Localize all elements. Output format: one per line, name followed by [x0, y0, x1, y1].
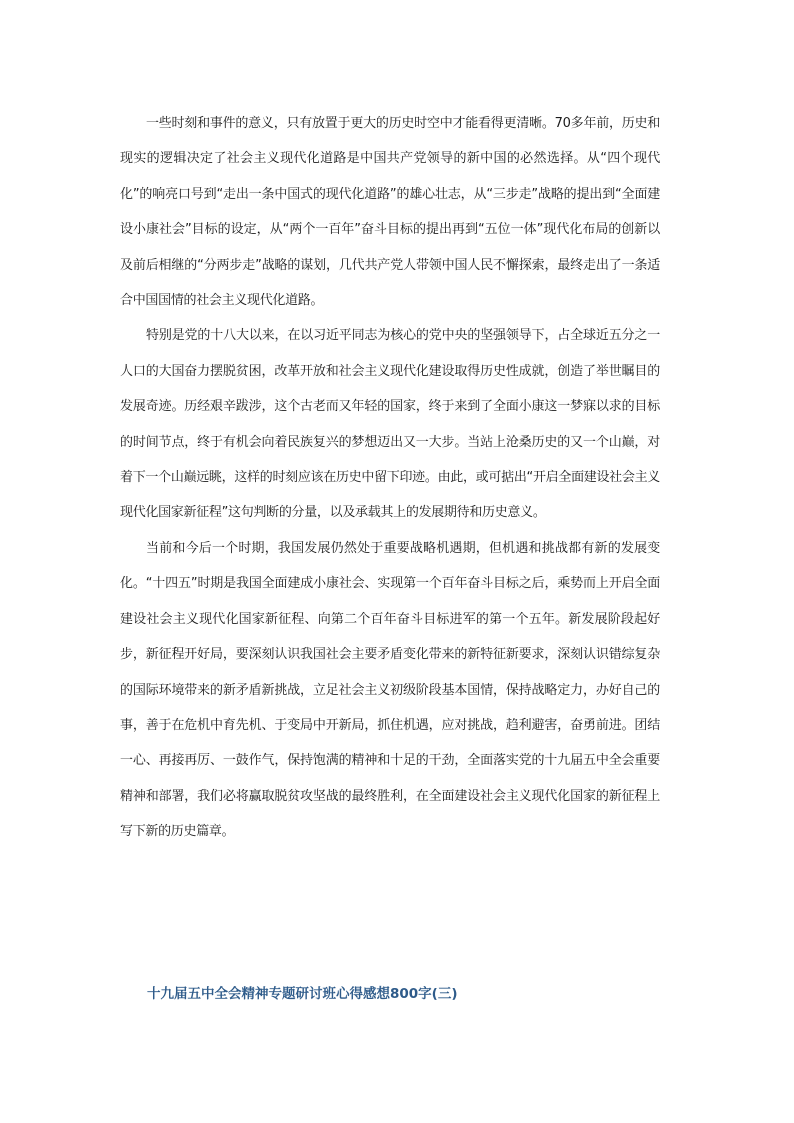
section-heading: 十九届五中全会精神专题研讨班心得感想800字(三): [147, 986, 458, 1002]
article-body: [120, 106, 660, 850]
paragraph-2: 特别是党的十八大以来，在以习近平同志为核心的党中央的坚强领导下，占全球近五分之一人口的大国奋力摆脱贫困，改革开放和社会主义现代化建设取得历史性成就，创造了举世瞩目的发展奇迹。历经艰辛跋涉，这个古老而又年轻的国家，终于来到了全面小康这一梦寐以求的目标的时间节点，终于有机会向着民族复兴的梦想迈出又一大步。当站上沧桑历史的又一个山巅，对着下一个山巅远眺，这样的时刻应该在历史中留下印迹。由此，或可掂出“开启全面建设社会主义现代化国家新征程”这句判断的分量，以及承载其上的发展期待和历史意义。: [120, 328, 660, 521]
paragraph-1: 一些时刻和事件的意义，只有放置于更大的历史时空中才能看得更清晰。70多年前，历史和现实的逻辑决定了社会主义现代化道路是中国共产党领导的新中国的必然选择。从“四个现代化”的响亮口号到“走出一条中国式的现代化道路”的雄心壮志，从“三步走”战略的提出到“全面建设小康社会”目标的设定，从“两个一百年”奋斗目标的提出再到“五位一体”现代化布局的创新以及前后相继的“分两步走”战略的谋划，几代共产党人带领中国人民不懈探索，最终走出了一条适合中国国情的社会主义现代化道路。: [120, 116, 660, 309]
paragraph-3: 当前和今后一个时期，我国发展仍然处于重要战略机遇期，但机遇和挑战都有新的发展变化。“十四五”时期是我国全面建成小康社会、实现第一个百年奋斗目标之后，乘势而上开启全面建设社会主义现代化国家新征程、向第二个百年奋斗目标进军的第一个五年。新发展阶段起好步，新征程开好局，要深刻认识我国社会主要矛盾变化带来的新特征新要求，深刻认识错综复杂的国际环境带来的新矛盾新挑战，立足社会主义初级阶段基本国情，保持战略定力，办好自己的事，善于在危机中育先机、于变局中开新局，抓住机遇，应对挑战，趋利避害，奋勇前进。团结一心、再接再厉、一鼓作气，保持饱满的精神和十足的干劲，全面落实党的十九届五中全会重要精神和部署，我们必将赢取脱贫攻坚战的最终胜利，在全面建设社会主义现代化国家的新征程上写下新的历史篇章。: [120, 540, 660, 840]
